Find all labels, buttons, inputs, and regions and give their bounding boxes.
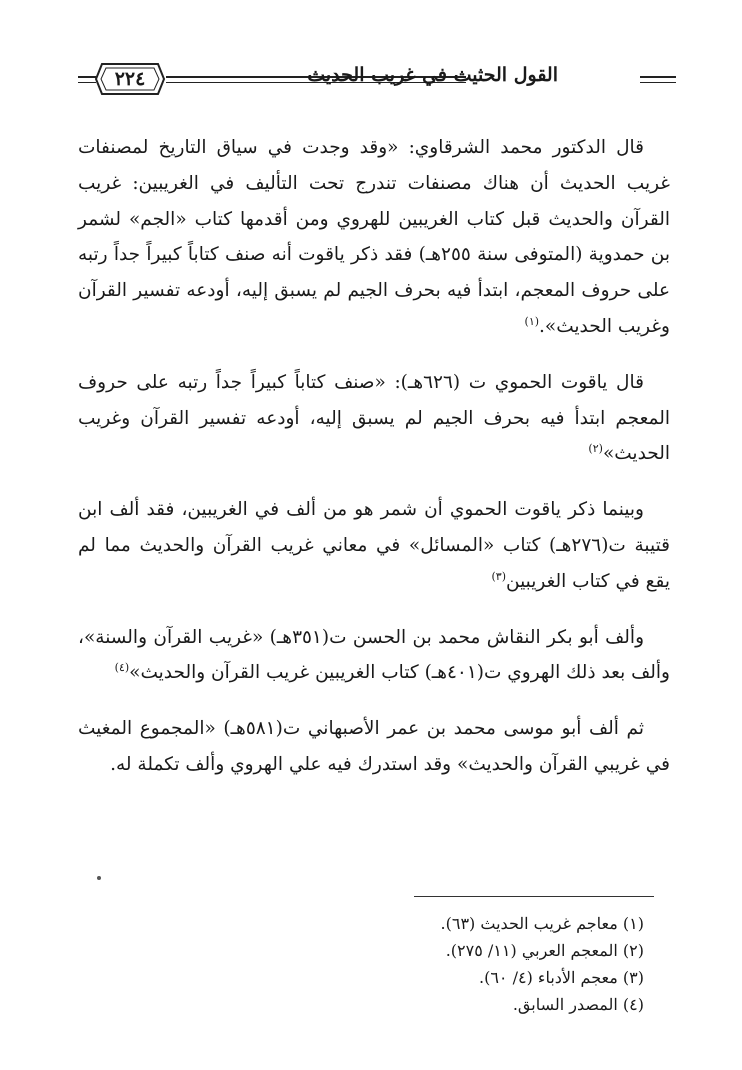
footnote: (١) معاجم غريب الحديث (٦٣). <box>440 914 644 933</box>
paragraph-text: وبينما ذكر ياقوت الحموي أن شمر هو من ألف في الغريبين، فقد ألف ابن قتيبة ت(٢٧٦هـ) كتاب «المسائل» في معاني غريب القرآن والحديث مما لم يقع في كتاب الغريبين <box>78 499 670 592</box>
page-number-badge <box>94 62 166 96</box>
paragraph <box>78 620 670 692</box>
page-header <box>78 58 678 102</box>
paragraph <box>78 130 670 345</box>
footnote: (٣) معجم الأدباء (٤/ ٦٠). <box>479 968 644 987</box>
paragraph <box>78 365 670 472</box>
footnote-separator <box>414 896 654 897</box>
paragraph-text: وألف أبو بكر النقاش محمد بن الحسن ت(٣٥١هـ) «غريب القرآن والسنة»، وألف بعد ذلك الهروي ت(٤٠١هـ) كتاب الغريبين غريب القرآن والحديث» <box>78 626 670 684</box>
header-rule-right <box>640 76 676 78</box>
running-title: القول الحثيث في غريب الحديث <box>307 64 558 86</box>
stray-dot <box>97 876 101 880</box>
paragraph <box>78 711 670 783</box>
header-rule-right-thin <box>640 82 676 83</box>
paragraph-text: قال الدكتور محمد الشرقاوي: «وقد وجدت في سياق التاريخ لمصنفات غريب الحديث أن هناك مصنفات تندرج تحت التأليف في الغريبين: غريب القرآن والحديث قبل كتاب الغريبين للهروي ومن أقدمها كتاب «الجم» لشمر بن حمدوية (المتوفى سنة ٢٥٥هـ) فقد ذكر ياقوت أنه صنف كتاباً كبيراً جداً رتبه على حروف المعجم، ابتدأ فيه بحرف الجيم لم يسبق إليه، أودعه تفسير القرآن وغريب الحديث». <box>78 137 670 337</box>
paragraph <box>78 492 670 599</box>
page-number: ٢٢٤ <box>114 68 146 90</box>
footnote: (٢) المعجم العربي (١١/ ٢٧٥). <box>445 941 644 960</box>
footnotes <box>224 910 644 1018</box>
footnote-ref: (٢) <box>588 442 603 456</box>
main-text <box>78 130 670 803</box>
footnote-ref: (٤) <box>114 661 130 675</box>
footnote-ref: (٣) <box>491 569 506 583</box>
footnote-ref: (١) <box>524 314 540 328</box>
paragraph-text: قال ياقوت الحموي ت (٦٢٦هـ): «صنف كتاباً كبيراً جداً رتبه على حروف المعجم ابتدأ فيه بحرف الجيم لم يسبق إليه، أودعه تفسير القرآن وغريب الحديث» <box>78 371 670 465</box>
paragraph-text: ثم ألف أبو موسى محمد بن عمر الأصبهاني ت(٥٨١هـ) «المجموع المغيث في غريبي القرآن والحديث» وقد استدرك فيه علي الهروي وألف تكملة له. <box>78 718 670 775</box>
footnote: (٤) المصدر السابق. <box>512 995 644 1014</box>
